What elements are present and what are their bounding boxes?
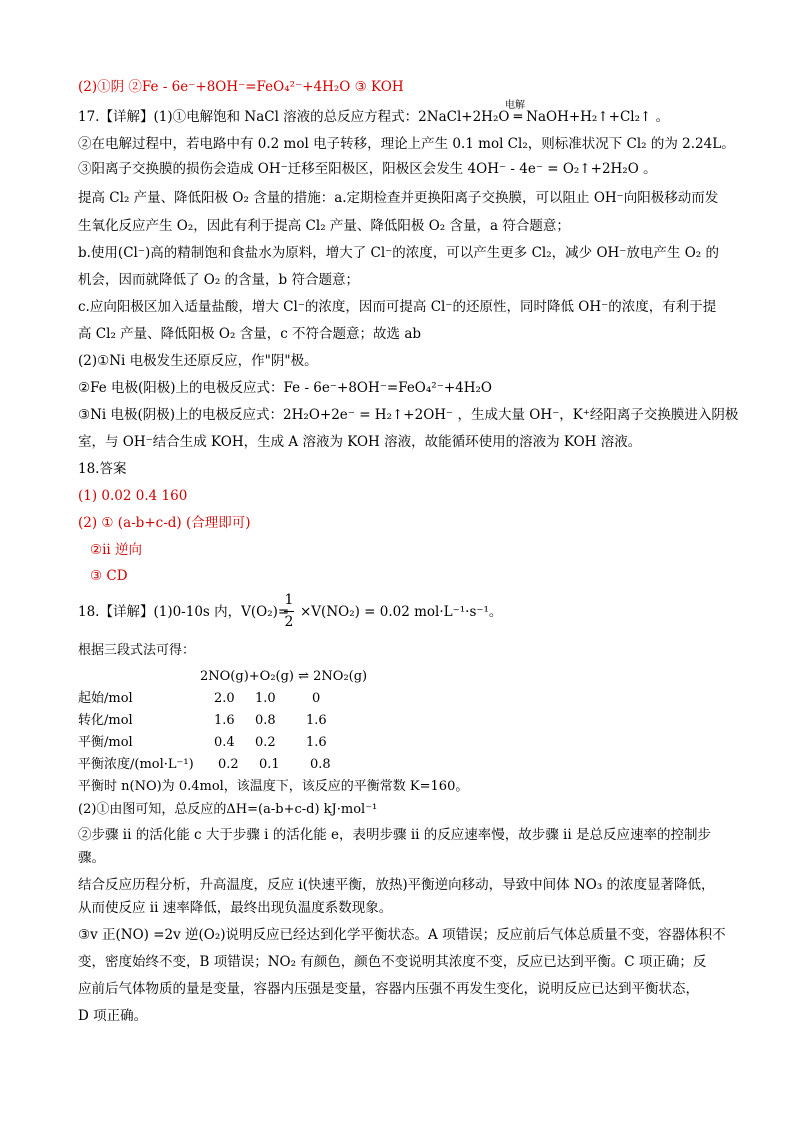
table-cell: 0.1 (259, 757, 280, 772)
table-row-label: 起始/mol (78, 691, 133, 706)
table-cell: 0.8 (310, 757, 331, 772)
table-row-label: 平衡/mol (78, 735, 133, 750)
table-cell: 1.6 (306, 713, 327, 728)
text-line: D 项正确。 (78, 1008, 148, 1024)
table-cell: 0.2 (255, 735, 276, 750)
fraction-numerator: 1 (284, 592, 294, 608)
text-line: 提高 Cl₂ 产量、降低阳极 O₂ 含量的措施：a.定期检查并更换阳离子交换膜，可以阻止 OH⁻向阳极移动而发 (78, 190, 719, 206)
electrolysis-condition: 电解 (505, 100, 525, 111)
text-line: ②步骤 ii 的活化能 c 大于步骤 i 的活化能 e，表明步骤 ii 的反应速率慢，故步骤 ii 是总反应速率的控制步 (78, 827, 711, 843)
text-line: ②在电解过程中，若电路中有 0.2 mol 电子转移，理论上产生 0.1 mol Cl₂，则标准状况下 Cl₂ 的为 2.24L。 (78, 136, 735, 152)
text-line: ③v 正(NO) =2v 逆(O₂)说明反应已经达到化学平衡状态。A 项错误；反应前后气体总质量不变，容器体积不 (78, 927, 726, 943)
text-line: (2)①Ni 电极发生还原反应，作"阴"极。 (78, 353, 318, 369)
text-line: ③Ni 电极(阴极)上的电极反应式：2H₂O+2e⁻ = H₂↑+2OH⁻ ，生成大量 OH⁻，K⁺经阳离子交换膜进入阴极 (78, 407, 739, 423)
text-line: 变，密度始终不变，B 项错误；NO₂ 有颜色，颜色不变说明其浓度不变，反应已达到平衡。C 项正确；反 (78, 954, 707, 970)
text-line-fraction-pre: 18.【详解】(1)0-10s 内，V(O₂)= (78, 604, 290, 620)
text-line: 室，与 OH⁻结合生成 KOH，生成 A 溶液为 KOH 溶液，故能循环使用的溶液为 KOH 溶液。 (78, 434, 642, 450)
table-cell: 1.6 (214, 713, 235, 728)
text-line: 生氧化反应产生 O₂，因此有利于提高 Cl₂ 产量、降低阳极 O₂ 含量，a 符合题意； (78, 218, 570, 234)
table-cell: 1.0 (255, 691, 276, 706)
text-line: 根据三段式法可得： (78, 643, 196, 658)
text-line: 结合反应历程分析，升高温度，反应 i(快速平衡，放热)平衡逆向移动，导致中间体 NO₃ 的浓度显著降低， (78, 877, 715, 893)
text-line: 骤。 (78, 850, 105, 866)
table-cell: 2.0 (214, 691, 235, 706)
fraction-bar (284, 611, 294, 612)
text-line: 从而使反应 ii 速率降低，最终出现负温度系数现象。 (78, 900, 393, 916)
text-line: ②Fe 电极(阳极)上的电极反应式：Fe - 6e⁻+8OH⁻=FeO₄²⁻+4H₂O (78, 380, 492, 396)
text-line: c.应向阳极区加入适量盐酸，增大 Cl⁻的浓度，因而可提高 Cl⁻的还原性，同时降低 OH⁻的浓度，有利于提 (78, 299, 717, 315)
text-line: 机会，因而就降低了 O₂ 的含量，b 符合题意； (78, 272, 359, 288)
table-cell: 0.4 (214, 735, 235, 750)
answer-line: ③ CD (90, 568, 128, 584)
section-title: 18.答案 (78, 461, 127, 477)
text-line: 平衡时 n(NO)为 0.4mol，该温度下，该反应的平衡常数 K=160。 (78, 779, 469, 794)
table-cell: 0.2 (218, 757, 239, 772)
table-row-label: 平衡浓度/(mol·L⁻¹) (78, 757, 194, 772)
answer-line: (1) 0.02 0.4 160 (78, 488, 188, 504)
table-row-label: 转化/mol (78, 713, 133, 728)
text-line: 应前后气体物质的量是变量，容器内压强是变量，容器内压强不再发生变化，说明反应已达到平衡状态， (78, 981, 699, 997)
text-line: 17.【详解】(1)①电解饱和 NaCl 溶液的总反应方程式：2NaCl+2H₂O ═ NaOH+H₂↑+Cl₂↑ 。 (78, 109, 670, 125)
text-line: (2)①由图可知，总反应的ΔH=(a-b+c-d) kJ·mol⁻¹ (78, 802, 378, 817)
text-line: ③阳离子交换膜的损伤会造成 OH⁻迁移至阳极区，阳极区会发生 4OH⁻ - 4e⁻ = O₂↑+2H₂O 。 (78, 161, 657, 177)
reaction-equation: 2NO(g)+O₂(g) ⇌ 2NO₂(g) (200, 669, 368, 684)
answer-line-17-2: (2)①阴 ②Fe - 6e⁻+8OH⁻=FeO₄²⁻+4H₂O ③ KOH (78, 79, 404, 95)
text-line-fraction-post: ×V(NO₂) = 0.02 mol·L⁻¹·s⁻¹。 (300, 604, 503, 620)
fraction-denominator: 2 (284, 614, 294, 630)
answer-line: ②ii 逆向 (90, 542, 143, 558)
table-cell: 1.6 (306, 735, 327, 750)
text-line: 高 Cl₂ 产量、降低阳极 O₂ 含量，c 不符合题意；故选 ab (78, 326, 422, 342)
table-cell: 0.8 (255, 713, 276, 728)
answer-line: (2) ① (a-b+c-d) (合理即可) (78, 515, 251, 531)
table-cell: 0 (312, 691, 321, 706)
text-line: b.使用(Cl⁻)高的精制饱和食盐水为原料，增大了 Cl⁻的浓度，可以产生更多 Cl₂，减少 OH⁻放电产生 O₂ 的 (78, 245, 719, 261)
